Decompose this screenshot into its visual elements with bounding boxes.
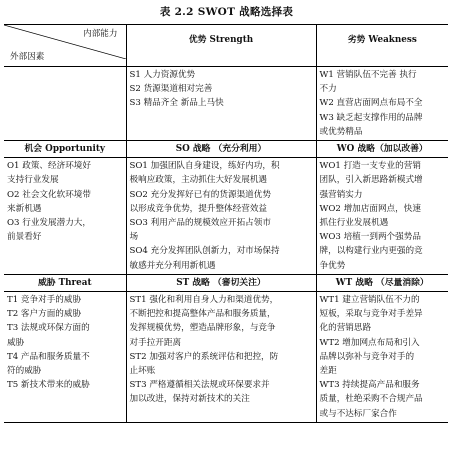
threat-heading: 威胁 Threat [4, 274, 126, 291]
threat-item: 符的威胁 [7, 366, 42, 377]
weakness-list [316, 67, 448, 141]
threat-item: T2 客户方面的威胁 [7, 309, 82, 320]
header-row [4, 25, 448, 67]
strength-item: S3 精品齐全 新品上马快 [129, 98, 224, 109]
weakness-item: 不力 [319, 84, 337, 95]
opportunity-row [4, 158, 448, 275]
so-item: 场 [129, 232, 139, 243]
opportunity-item: O1 政策、经济环境好 [7, 161, 91, 172]
wo-item: WO3 培植一到两个强势品 [319, 232, 421, 243]
so-strategy-list [126, 158, 316, 275]
wo-strategy-list [316, 158, 448, 275]
wt-strategy-list [316, 292, 448, 423]
wt-item: 差距 [319, 366, 337, 377]
so-item: 敏感并充分利用新机遇 [129, 260, 216, 271]
so-item: 极响应政策，主动抓住大好发展机遇 [129, 175, 268, 186]
so-item: SO2 充分发挥好已有的货源渠道优势 [129, 189, 271, 200]
wt-item: 品牌以弥补与竞争对手的 [319, 351, 415, 362]
so-item: 以形成竞争优势，提升整体经营效益 [129, 203, 268, 214]
opportunity-item: O2 社会文化软环境带 [7, 189, 91, 200]
threat-row [4, 292, 448, 423]
strength-weakness-row [4, 67, 448, 141]
st-strategy-list [126, 292, 316, 423]
empty-cell [4, 67, 126, 141]
threat-list [4, 292, 126, 423]
wo-item: 强营销实力 [319, 189, 363, 200]
wo-item: 争优势 [319, 260, 346, 271]
weakness-item: 或优势精品 [319, 126, 363, 137]
so-item: SO3 利用产品的规模效应开拓占领市 [129, 218, 271, 229]
threat-item: T1 竞争对手的威胁 [7, 295, 82, 306]
diagonal-header-cell [4, 25, 126, 67]
st-item: 不断把控和提高整体产品和服务质量， [129, 309, 276, 320]
strength-item: S2 货源渠道相对完善 [129, 84, 213, 95]
opportunity-item: 支持行业发展 [7, 175, 59, 186]
opportunity-item: 前景看好 [7, 232, 42, 243]
weakness-heading: 劣势 Weakness [316, 25, 448, 67]
st-item: ST2 加强对客户的系统评估和把控，防 [129, 351, 279, 362]
strength-list [126, 67, 316, 141]
weakness-item: W3 缺乏起支撑作用的品牌 [319, 112, 423, 123]
opportunity-heading: 机会 Opportunity [4, 141, 126, 158]
swot-table [4, 24, 448, 423]
wt-item: 质量，杜绝采购不合规产品 [319, 394, 423, 405]
st-item: ST3 严格遵循相关法规或环保要求并 [129, 380, 270, 391]
st-item: 加以改进，保持对新技术的关注 [129, 394, 250, 405]
wo-item: 牌，以构建行业内更强的竞 [319, 246, 423, 257]
st-item: 发挥规模优势，塑造品牌形象，与竞争 [129, 323, 276, 334]
wt-heading: WT 战略 （尽量消除） [316, 274, 448, 291]
opportunity-item: O3 行业发展潜力大， [7, 218, 91, 229]
threat-heading-row [4, 274, 448, 291]
wo-item: WO1 打造一支专业的营销 [319, 161, 421, 172]
wo-item: 抓住行业发展机遇 [319, 218, 389, 229]
so-item: SO1 加强团队自身建设，练好内功，积 [129, 161, 280, 172]
strength-heading: 优势 Strength [126, 25, 316, 67]
st-item: 对手拉开距离 [129, 337, 182, 348]
external-factors-label: 外部因素 [10, 51, 45, 62]
st-heading: ST 战略 （審切关注） [126, 274, 316, 291]
threat-item: T3 法规或环保方面的 [7, 323, 90, 334]
wt-item: WT3 持续提高产品和服务 [319, 380, 420, 391]
wt-item: 短板，采取与竞争对手差异 [319, 309, 423, 320]
opportunity-heading-row [4, 141, 448, 158]
so-heading: SO 战略 （充分利用） [126, 141, 316, 158]
wt-item: 或与不达标厂家合作 [319, 408, 397, 419]
threat-item: T4 产品和服务质量不 [7, 351, 90, 362]
table-title: 表 2.2 SWOT 战略选择表 [159, 6, 294, 18]
strength-item: S1 人力资源优势 [129, 70, 196, 80]
threat-item: 威胁 [7, 337, 25, 348]
wt-item: 化的营销思路 [319, 323, 372, 334]
st-item: ST1 强化和利用自身人力和渠道优势， [129, 295, 279, 306]
threat-item: T5 新技术带来的威胁 [7, 380, 90, 391]
wt-item: WT2 增加网点布局和引入 [319, 337, 420, 348]
st-item: 止坏账 [129, 366, 156, 377]
wt-item: WT1 建立营销队伍不力的 [319, 295, 420, 306]
wo-heading: WO 战略（加以改善） [316, 141, 448, 158]
weakness-item: W1 营销队伍不完善 执行 [319, 70, 417, 80]
internal-capability-label: 内部能力 [83, 29, 118, 39]
opportunity-item: 来新机遇 [7, 203, 42, 214]
weakness-item: W2 直营店面网点布局不全 [319, 98, 423, 109]
wo-item: WO2 增加店面网点，快速 [319, 203, 421, 214]
so-item: SO4 充分发挥团队创新力，对市场保持 [129, 246, 280, 257]
opportunity-list [4, 158, 126, 275]
wo-item: 团队，引入新思路新模式增 [319, 175, 423, 186]
